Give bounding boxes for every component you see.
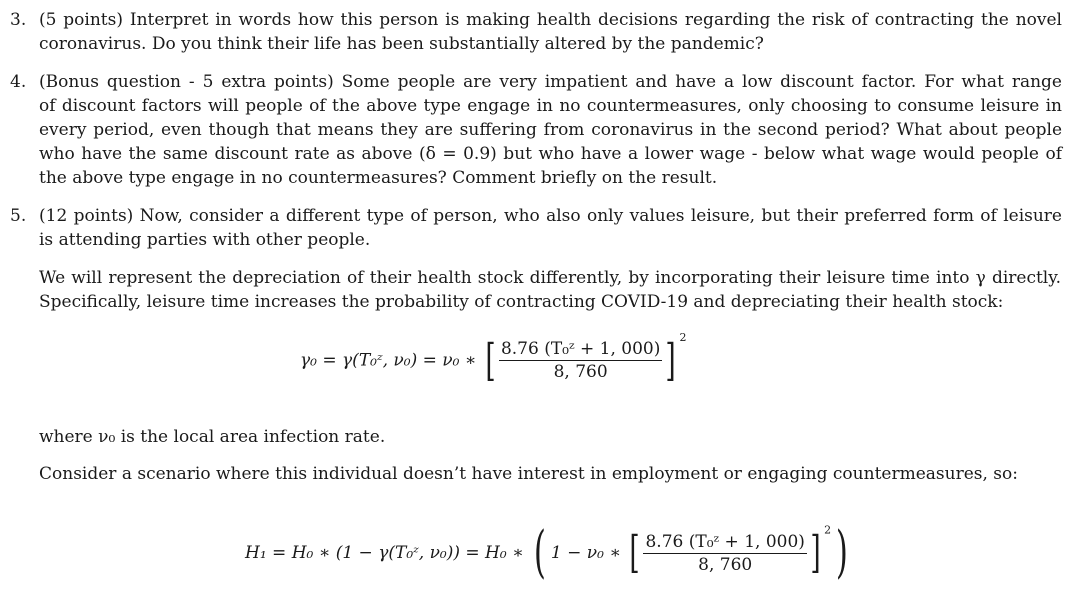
question-number: 4. xyxy=(10,72,27,92)
right-paren: ) xyxy=(835,520,849,585)
question-5 xyxy=(10,204,1062,252)
question-number: 5. xyxy=(10,206,27,226)
text-line: (5 points) Interpret in words how this person is making health decisions regarding the risk of contracting the novel xyxy=(39,10,1062,30)
question-number: 3. xyxy=(10,10,27,30)
health-equation xyxy=(245,520,853,585)
text-line: We will represent the depreciation of their health stock differently, by incorporating their leisure time into γ directly. xyxy=(39,268,1061,288)
exponent: 2 xyxy=(679,331,687,344)
scenario-line xyxy=(39,462,1061,486)
question-3 xyxy=(10,8,1062,56)
text-line: Consider a scenario where this individual doesn’t have interest in employment or engaging countermeasures, so: xyxy=(39,464,1018,484)
text-line: the above type engage in no countermeasures? Comment briefly on the result. xyxy=(39,168,718,188)
gamma-equation xyxy=(300,331,687,386)
equation-lhs: H₁ = H₀ ∗ (1 − γ(T₀ᶻ, ν₀)) = H₀ ∗ xyxy=(245,543,524,563)
equation-lhs: γ₀ = γ(T₀ᶻ, ν₀) = ν₀ ∗ xyxy=(300,350,477,371)
text-line: of discount factors will people of the above type engage in no countermeasures, only choosing to consume leisure in xyxy=(39,96,1062,116)
fraction xyxy=(643,531,806,576)
fraction-denominator: 8, 760 xyxy=(553,362,608,382)
text-line: Specifically, leisure time increases the probability of contracting COVID-19 and depreciating their health stock: xyxy=(39,292,1004,312)
depreciation-paragraph xyxy=(39,266,1061,314)
text-line: every period, even though that means they are suffering from coronavirus in the second period? What about people xyxy=(39,120,1062,140)
fraction-numerator: 8.76 (T₀ᶻ + 1, 000) xyxy=(645,531,805,552)
left-bracket: [ xyxy=(485,334,496,386)
where-line xyxy=(39,425,1061,449)
question-4 xyxy=(10,70,1062,190)
left-paren: ( xyxy=(533,520,547,585)
left-bracket: [ xyxy=(629,527,641,578)
question-text xyxy=(39,204,1062,252)
text-line: coronavirus. Do you think their life has been substantially altered by the pandemic? xyxy=(39,34,764,54)
fraction-denominator: 8, 760 xyxy=(698,554,753,575)
right-bracket: ] xyxy=(810,527,821,578)
fraction xyxy=(499,338,662,383)
question-text xyxy=(39,70,1062,190)
text-line: who have the same discount rate as above (δ = 0.9) but who have a lower wage - below what wage would people of xyxy=(39,144,1062,164)
right-bracket: ] xyxy=(665,334,677,386)
exponent: 2 xyxy=(824,523,832,537)
question-text xyxy=(39,8,1062,56)
equation-inner: 1 − ν₀ ∗ xyxy=(550,543,621,563)
text-line: (12 points) Now, consider a different type of person, who also only values leisure, but their preferred form of leisure xyxy=(39,206,1062,226)
text-line: (Bonus question - 5 extra points) Some people are very impatient and have a low discount factor. For what range xyxy=(39,72,1062,92)
fraction-numerator: 8.76 (T₀ᶻ + 1, 000) xyxy=(500,339,661,359)
text-line: is attending parties with other people. xyxy=(39,230,371,250)
text-line: where ν₀ is the local area infection rate. xyxy=(39,427,386,447)
